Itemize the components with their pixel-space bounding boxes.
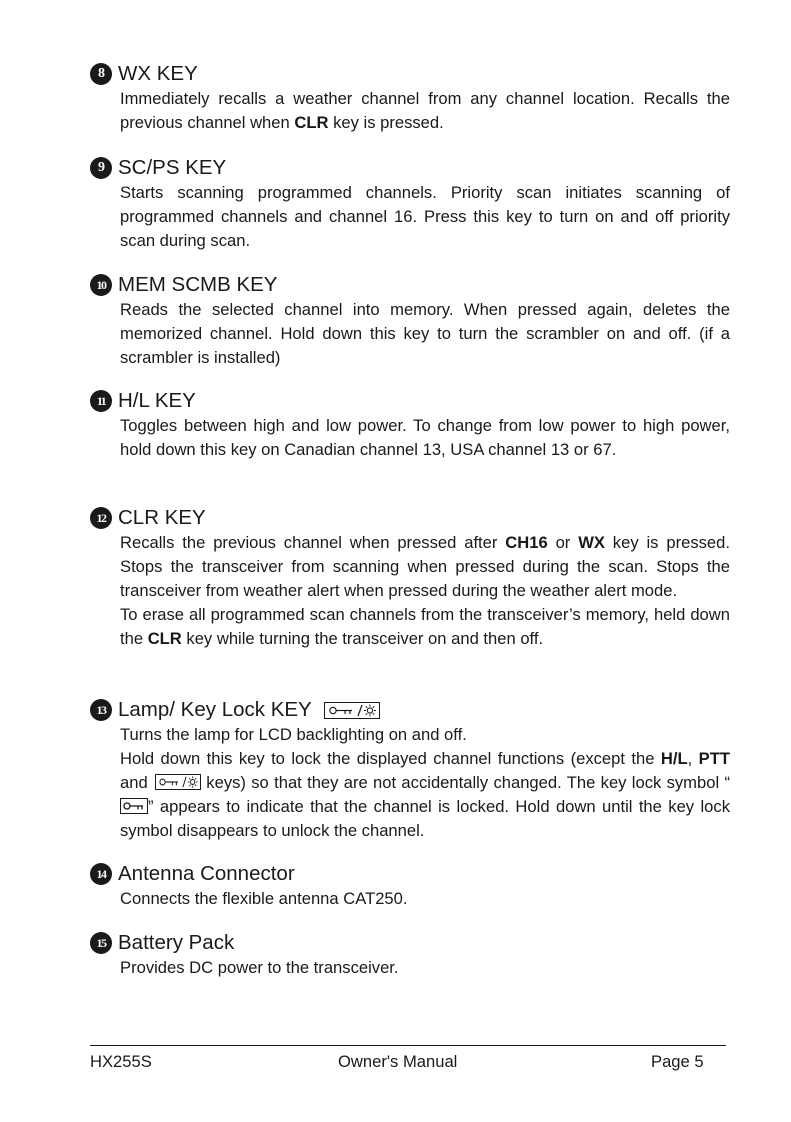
footer-page-number: Page 5 [651,1052,704,1071]
footer-manual-title: Owner's Manual [338,1052,458,1071]
section-title: Battery Pack [118,931,235,954]
circled-number-badge: 14 [90,863,112,885]
section-heading [90,272,730,298]
description-paragraph: Starts scanning programmed channels. Priority scan initiates scanning of programmed channels and channel 16. Press this key to turn on and off priority scan during scan. [120,183,730,250]
section-item-9 [90,155,730,253]
section-title: MEM SCMB KEY [118,273,278,296]
key-lock-icon [120,798,148,814]
section-description [120,531,730,651]
section-title: WX KEY [118,62,198,85]
section-title: Antenna Connector [118,862,295,885]
section-item-10 [90,272,730,370]
section-item-8 [90,61,730,135]
footer-model: HX255S [90,1052,152,1071]
bold-key-name: CLR [294,113,329,132]
section-title: H/L KEY [118,389,196,412]
section-heading [90,155,730,181]
description-paragraph: Hold down this key to lock the displayed channel functions (except the H/L, PTT and keys) so that they are not accidentally changed. The key lock symbol “ ” appears to indicate that the channel is locked. Hold down until the key lock symbol disappears to unlock the channel. [120,749,730,840]
section-heading [90,861,730,887]
section-description [120,181,730,253]
section-description [120,298,730,370]
circled-number-badge: 8 [90,63,112,85]
description-paragraph: Provides DC power to the transceiver. [120,958,399,977]
description-paragraph: Reads the selected channel into memory. When pressed again, deletes the memorized channel. Hold down this key to turn the scrambler on and off. (if a scrambler is installed) [120,300,730,367]
description-paragraph: Toggles between high and low power. To change from low power to high power, hold down this key on Canadian channel 13, USA channel 13 or 67. [120,416,730,459]
circled-number-badge: 12 [90,507,112,529]
bold-key-name: H/L [660,749,688,768]
lamp-lock-key-icon [155,774,201,790]
circled-number-badge: 9 [90,157,112,179]
section-description [120,887,730,911]
bold-key-name: PTT [698,749,730,768]
section-description [120,87,730,135]
bold-key-name: CH16 [505,533,548,552]
section-item-12 [90,505,730,651]
description-paragraph: Immediately recalls a weather channel from any channel location. Recalls the previous channel when CLR key is pressed. [120,89,730,132]
section-heading [90,697,730,723]
bold-key-name: WX [578,533,605,552]
section-heading [90,388,730,414]
section-description [120,414,730,462]
circled-number-badge: 15 [90,932,112,954]
description-paragraph: Turns the lamp for LCD backlighting on and off. [120,725,467,744]
section-title: SC/PS KEY [118,156,227,179]
section-heading [90,505,730,531]
section-description [120,723,730,843]
circled-number-badge: 10 [90,274,112,296]
circled-number-badge: 11 [90,390,112,412]
description-paragraph: Recalls the previous channel when pressed after CH16 or WX key is pressed. Stops the transceiver from scanning when pressed during the scan. Stops the transceiver from weather alert when pressed during the weather alert mode. [120,533,730,600]
description-paragraph: Connects the flexible antenna CAT250. [120,889,408,908]
section-item-11 [90,388,730,462]
lamp-lock-key-icon [324,702,380,719]
section-title: CLR KEY [118,506,206,529]
footer-rule [90,1045,726,1046]
section-heading [90,61,730,87]
section-item-15 [90,930,730,980]
section-title: Lamp/ Key Lock KEY [118,698,312,721]
section-item-13 [90,697,730,843]
section-item-14 [90,861,730,911]
description-paragraph: To erase all programmed scan channels from the transceiver’s memory, held down the CLR key while turning the transceiver on and then off. [120,605,730,648]
circled-number-badge: 13 [90,699,112,721]
bold-key-name: CLR [147,629,182,648]
section-heading [90,930,730,956]
section-description [120,956,730,980]
